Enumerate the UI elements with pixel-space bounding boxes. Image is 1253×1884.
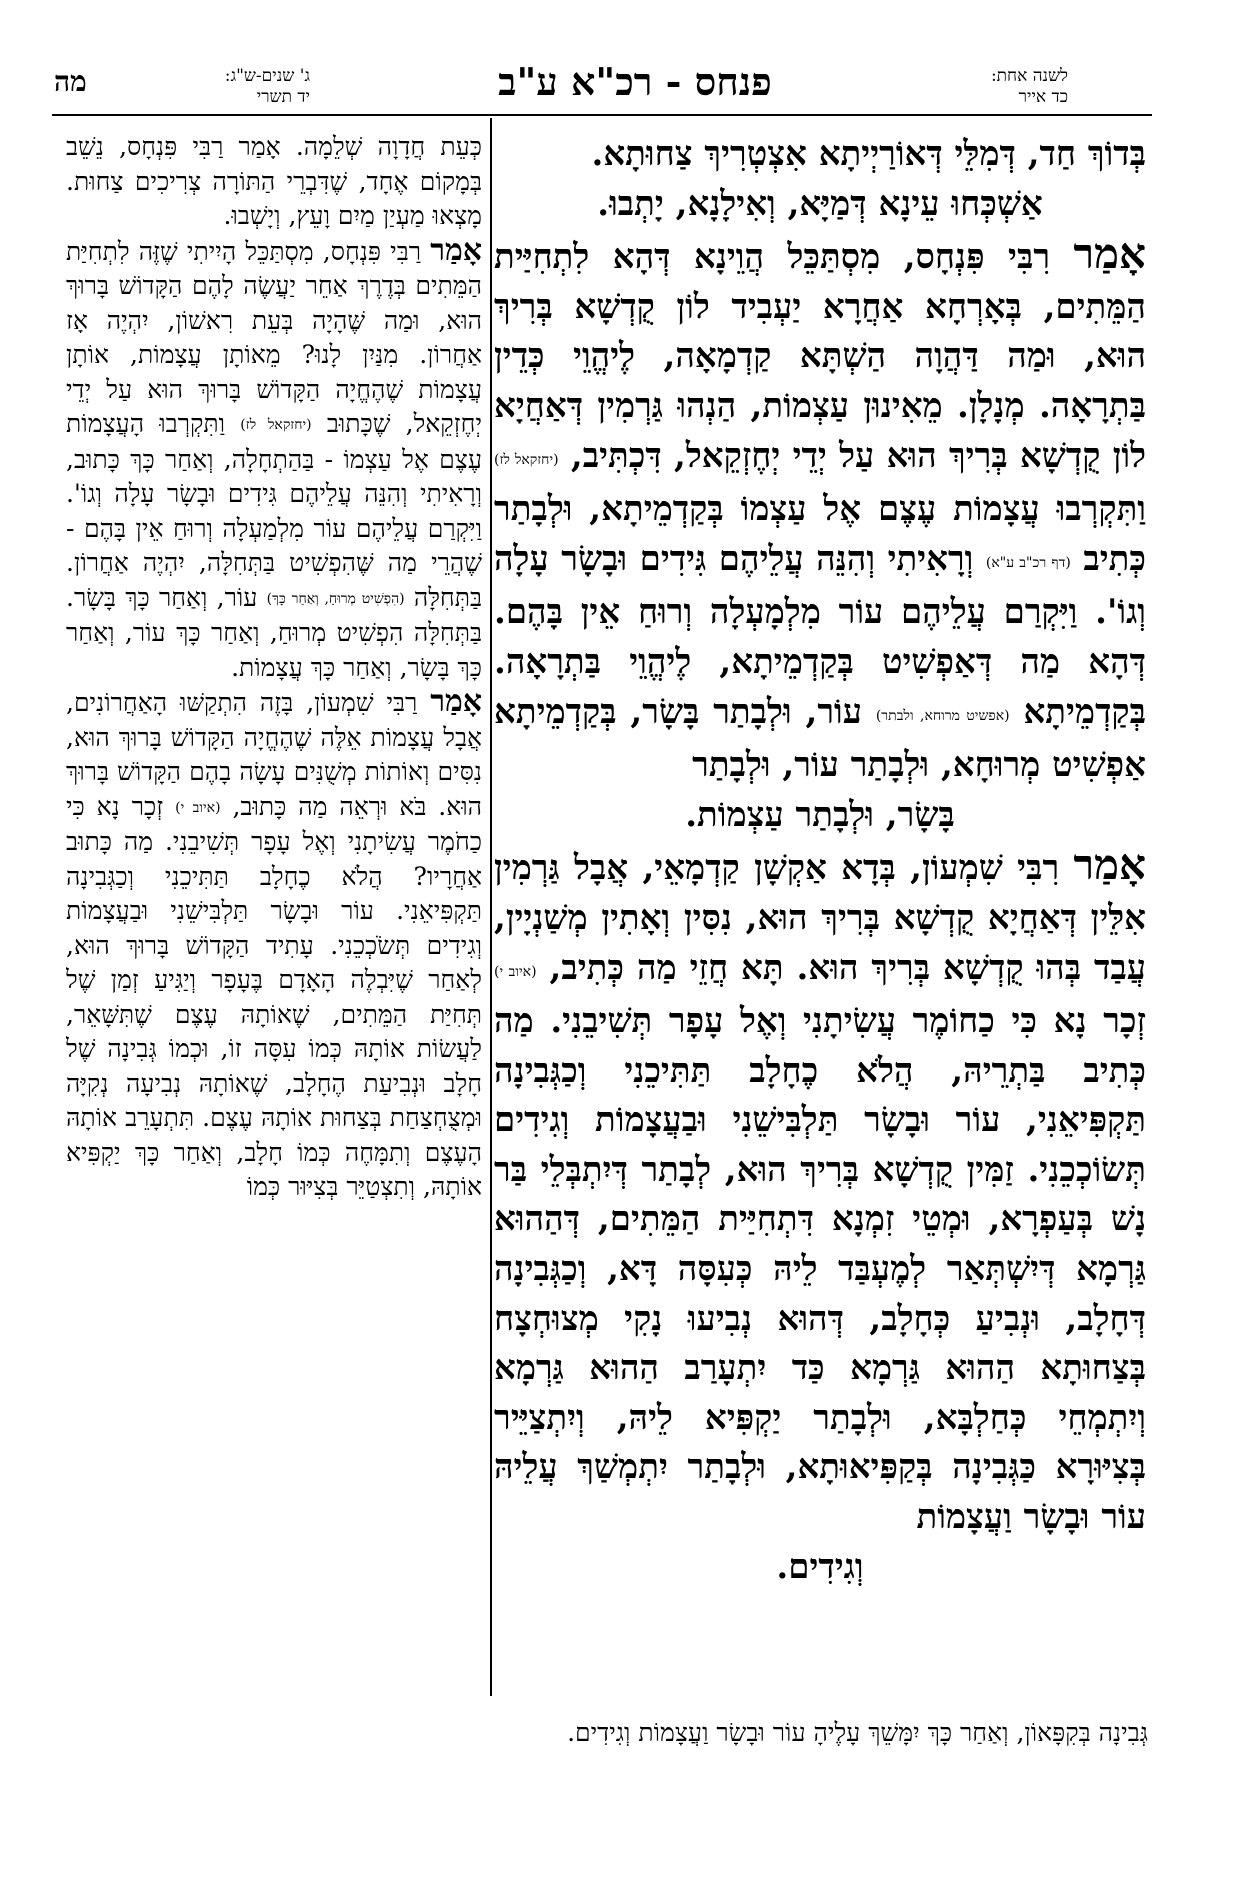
side-text: רַבִּי פִּנְחָס, מִסְתַּכֵּל הָיִיתִי שֶׁזֶּה לִתְחִיַּת הַמֵּתִים בְּדֶרֶךְ אַחֵר יַעֲשֶׂה לָהֶם הַקָּדוֹשׁ בָּרוּךְ הוּא, וּמַה שֶּׁהָיָה בְּעֵת רִאשׁוֹן, יִהְיֶה אָז אַחֲרוֹן. מִנַּיִן לָנוּ? מֵאוֹתָן עֲצָמוֹת, אוֹתָן עֲצָמוֹת שֶׁהֶחֱיָה הַקָּדוֹשׁ בָּרוּךְ הוּא עַל יְדֵי יְחֶזְקֵאל, שֶׁכָּתוּב — [66, 236, 482, 438]
side-column-hebrew-translation — [66, 130, 482, 1696]
main-text: וַתִּקְרְבוּ עֲצָמוֹת עֶצֶם אֶל עַצְמוֹ בְּקַדְמֵיתָא, וּלְבָתַר כְּתִיב — [494, 489, 1146, 579]
page-title: פנחס - רכ"א ע"ב — [498, 59, 772, 104]
column-separator — [490, 118, 492, 1696]
header-left-schedule — [958, 66, 1068, 108]
side-text: וַתִּקְרְבוּ הָעֲצָמוֹת עֶצֶם אֶל עַצְמוֹ - בַּהַתְחָלָה, וְאַחַר כָּךְ כָּתוּב, וְרָאִיתִי וְהִנֵּה עֲלֵיהֶם גִּידִים וּבָשָׂר עָלָה וְגוֹ'. וַיִּקְרַם עֲלֵיהֶם עוֹר מִלְמַעְלָה וְרוּחַ אֵין בָּהֶם - שֶׁהֲרֵי מַה שֶּׁהִפְשִׁיט בַּתְּחִלָּה, יִהְיֶה אַחֲרוֹן. בַּתְּחִלָּה — [66, 409, 482, 612]
side-text: עוֹר, וְאַחַר כָּךְ בָּשָׂר. בַּתְּחִלָּה הִפְשִׁיט מְרוּחַ, וְאַחַר כָּךְ עוֹר, וְאַחַר כָּךְ בָּשָׂר, וְאַחַר כָּךְ עֲצָמוֹת. — [66, 582, 482, 682]
main-text: עוֹר, וּלְבָתַר בָּשָׂר, בְּקַדְמֵיתָא אַפְשִׁיט מְרוּחָא, וּלְבָתַר עוֹר, וּלְבָתַר — [494, 691, 1146, 786]
side-text: זְכָר נָא כִּי כַחֹמֶר עֲשִׂיתָנִי וְאֶל עָפָר תְּשִׁיבֵנִי. מַה כָּתוּב אַחֲרָיו? הֲלֹא כֶחָלָב תַּתִּיכֵנִי וְכַגְּבִינָה תַּקְפִּיאֵנִי. עוֹר וּבָשָׂר תַּלְבִּישֵׁנִי וּבַעֲצָמוֹת וְגִידִים תְּשֹׂכְכֵנִי. עָתִיד הַקָּדוֹשׁ בָּרוּךְ הוּא, לְאַחַר שֶׁיִּבְלֶה הָאָדָם בֶּעָפָר וְיַגִּיעַ זְמַן שֶׁל תְּחִיַּת הַמֵּתִים, שֶׁאוֹתָהּ עֶצֶם שֶׁתִּשָּׁאֵר, לַעֲשׂוֹת אוֹתָהּ כְּמוֹ עִסָּה זוֹ, וּכְמוֹ גְּבִינָה שֶׁל חָלָב וּנְבִיעַת הֶחָלָב, שֶׁאוֹתָהּ נְבִיעָה נְקִיָּה וּמְצֻחְצַחַת בְּצַחוּת אוֹתָהּ עֶצֶם. תִּתְעָרֵב אוֹתָהּ הָעֶצֶם וְתִמָּחֶה כְּמוֹ חָלָב, וְאַחַר כָּךְ יַקְפִּיא אוֹתָהּ, וְתִצְטַיֵּר בְּצִיּוּר כְּמוֹ — [66, 791, 482, 1201]
main-text: רִבִּי פִּנְחָס, מִסְתַּכֵּל הֲוֵינָא דְּהָא לִתְחִיַּית הַמֵּתִים, בְּאָרְחָא אַחֲרָא יַעְבִיד לוֹן קֻדְשָׁא בְּרִיךְ הוּא, וּמַה דַּהֲוָה הַשְׁתָּא קַדְמָאָה, לֶיהֱוֵי כְּדֵין בַּתְרָאָה. מְנָלָן. מֵאִינוּן עַצְמוֹת, הַנְהוּ גַּרְמִין דְּאַחֲיָא לוֹן קֻדְשָׁא בְּרִיךְ הוּא עַל יְדֵי יְחֶזְקֵאל, דִּכְתִּיב, — [494, 237, 1146, 476]
bottom-continuation-line: גְּבִינָה בְּקִפָּאוֹן, וְאַחַר כָּךְ יִמָּשֵׁךְ עָלֶיהָ עוֹר וּבָשָׂר וַעֲצָמוֹת וְגִידִים. — [567, 1718, 1148, 1747]
main-paragraph — [494, 791, 1146, 841]
source-reference: (אפשיט מרוחא, ולבתר) — [875, 707, 1010, 724]
header-right-label: ג' שנים-ש"ג: — [224, 66, 310, 86]
source-reference: (יחזקאל לז) — [494, 451, 559, 468]
paragraph-opener: אָמַר — [430, 232, 482, 268]
main-paragraph — [494, 840, 1146, 1542]
main-text: אַשְׁכְּחוּ עֵינָא דְּמַיָּא, וְאִילָנָא, יָתְבוּ. — [597, 183, 1043, 224]
main-column-aramaic — [494, 130, 1146, 1702]
source-reference: (יחזקאל לז) — [240, 417, 312, 433]
side-text: כְּעֵת חֲדָוָה שְׁלֵמָה. אָמַר רַבִּי פִּנְחָס, נֵשֵׁב בְּמָקוֹם אֶחָד, שֶׁדִּבְרֵי הַתּוֹרָה צְרִיכִים צַחוּת. מָצְאוּ מַעְיַן מַיִם וָעֵץ, וְיָשְׁבוּ. — [66, 132, 482, 230]
paragraph-opener: אָמַר — [1073, 840, 1146, 890]
source-reference: (איוב י) — [175, 799, 221, 816]
side-text: רַבִּי שִׁמְעוֹן, בָּזֶה הִתְקַשּׁוּ הָאַחֲרוֹנִים, אֲבָל עֲצָמוֹת אֵלֶּה שֶׁהֶחֱיָה הַקָּדוֹשׁ בָּרוּךְ הוּא, נִסִּים וְאוֹתוֹת מְשֻׁנִּים עָשָׂה בָהֶם הַקָּדוֹשׁ בָּרוּךְ הוּא. בֹּא וּרְאֵה מַה כָּתוּב, — [66, 688, 482, 821]
header-right-date: יד תשרי — [256, 87, 310, 107]
source-reference: (דף רכ"ב ע"א) — [985, 554, 1071, 571]
header-left-label: לשנה אחת: — [990, 66, 1068, 86]
side-paragraph — [66, 234, 482, 686]
header-right-schedule — [155, 66, 310, 108]
header-rule — [52, 114, 1152, 116]
main-paragraph — [494, 229, 1146, 791]
page-number: מה — [54, 65, 87, 98]
source-reference: (איוב י) — [494, 963, 537, 980]
main-paragraph — [494, 130, 1146, 180]
side-paragraph — [66, 130, 482, 234]
main-text: זְכָר נָא כִּי כַחוֹמֶר עֲשִׂיתָנִי וְאֶל עָפָר תְּשִׁיבֵנִי. מַה כְּתִיב בַּתְרֵיהּ, הֲלֹא כֶחָלָב תַּתִּיכֵנִי וְכַגְּבִינָה תַּקְפִּיאֵנִי, עוֹר וּבָשָׂר תַּלְבִּישֵׁנִי וּבַעֲצָמוֹת וְגִידִים תְּשׂוֹכְכֵנִי. זַמִּין קֻדְשָׁא בְּרִיךְ הוּא, לְבָתַר דְּיִתְבְּלֵי בַּר נָשׁ בְּעַפְרָא, וּמְטֵי זִמְנָא דִּתְחִיַּית הַמֵּתִים, דְּהַהוּא גַּרְמָא דְּיִשְׁתְּאַר לְמֶעְבַּד לֵיהּ כְּעִסָּה דָּא, וְכַגְּבִינָה דְּחָלָב, וּנְבִיעַ כְּחָלָב, דְּהוּא נְבִיעוּ נָקִי מְצוּחְצָח בְּצַחוּתָא הַהוּא גַּרְמָא כַּד יִתְעָרַב הַהוּא גַּרְמָא וְיִתְמְחֵי כְּחַלְבָּא, וּלְבָתַר יַקְפִּיא לֵיהּ, וְיִתְצַיֵּיר בְּצִיּוּרָא כַּגְּבִינָה בְּקַפִּיאוּתָא, וּלְבָתַר יִתְמְשַׁךְ עֲלֵיהּ עוֹר וּבָשָׂר וַעֲצָמוֹת — [494, 1001, 1146, 1538]
main-paragraph — [494, 180, 1146, 230]
side-paragraph — [66, 685, 482, 1205]
header-left-date: כד אייר — [1018, 87, 1068, 107]
main-text: וְרָאִיתִי וְהִנֵּה עֲלֵיהֶם גִּידִים וּבָשָׂר עָלָה וְגוֹ'. וַיִּקְרַם עֲלֵיהֶם עוֹר מִלְמָעְלָה וְרוּחַ אֵין בָּהֶם. דְּהָא מַה דְּאַפְשִׁיט בְּקַדְמֵיתָא, לֶיהֱוֵי בַּתְרָאָה. בְּקַדְמֵיתָא — [494, 538, 1146, 732]
main-paragraph — [494, 1543, 1146, 1593]
main-text: בְּדוֹךְ חַד, דְּמִלֵּי דְּאוֹרַיְיתָא אִצְטְרִיךְ צַחוּתָא. — [591, 134, 1146, 174]
paragraph-opener: אָמַר — [430, 684, 482, 719]
main-text: וְגִידִים. — [776, 1546, 864, 1587]
main-text: בָּשָׂר, וּלְבָתַר עַצְמוֹת. — [685, 794, 955, 835]
main-text: רִבִּי שִׁמְעוֹן, בְּדָא אַקְשָׁן קַדְמָאֵי, אֲבָל גַּרְמִין אִלֵּין דְּאַחֲיָא קֻדְשָׁא בְּרִיךְ הוּא, נִסִּין וְאָתִין מְשַׁנְיָין, עֲבַד בְּהוּ קֻדְשָׁא בְּרִיךְ הוּא. תָּא חֲזֵי מַה כְּתִיב, — [494, 848, 1146, 988]
paragraph-opener: אָמַר — [1073, 229, 1146, 279]
source-reference: (הִפְשִׁיט מְרוּחַ, וְאַחַר כָּךְ) — [266, 590, 405, 607]
